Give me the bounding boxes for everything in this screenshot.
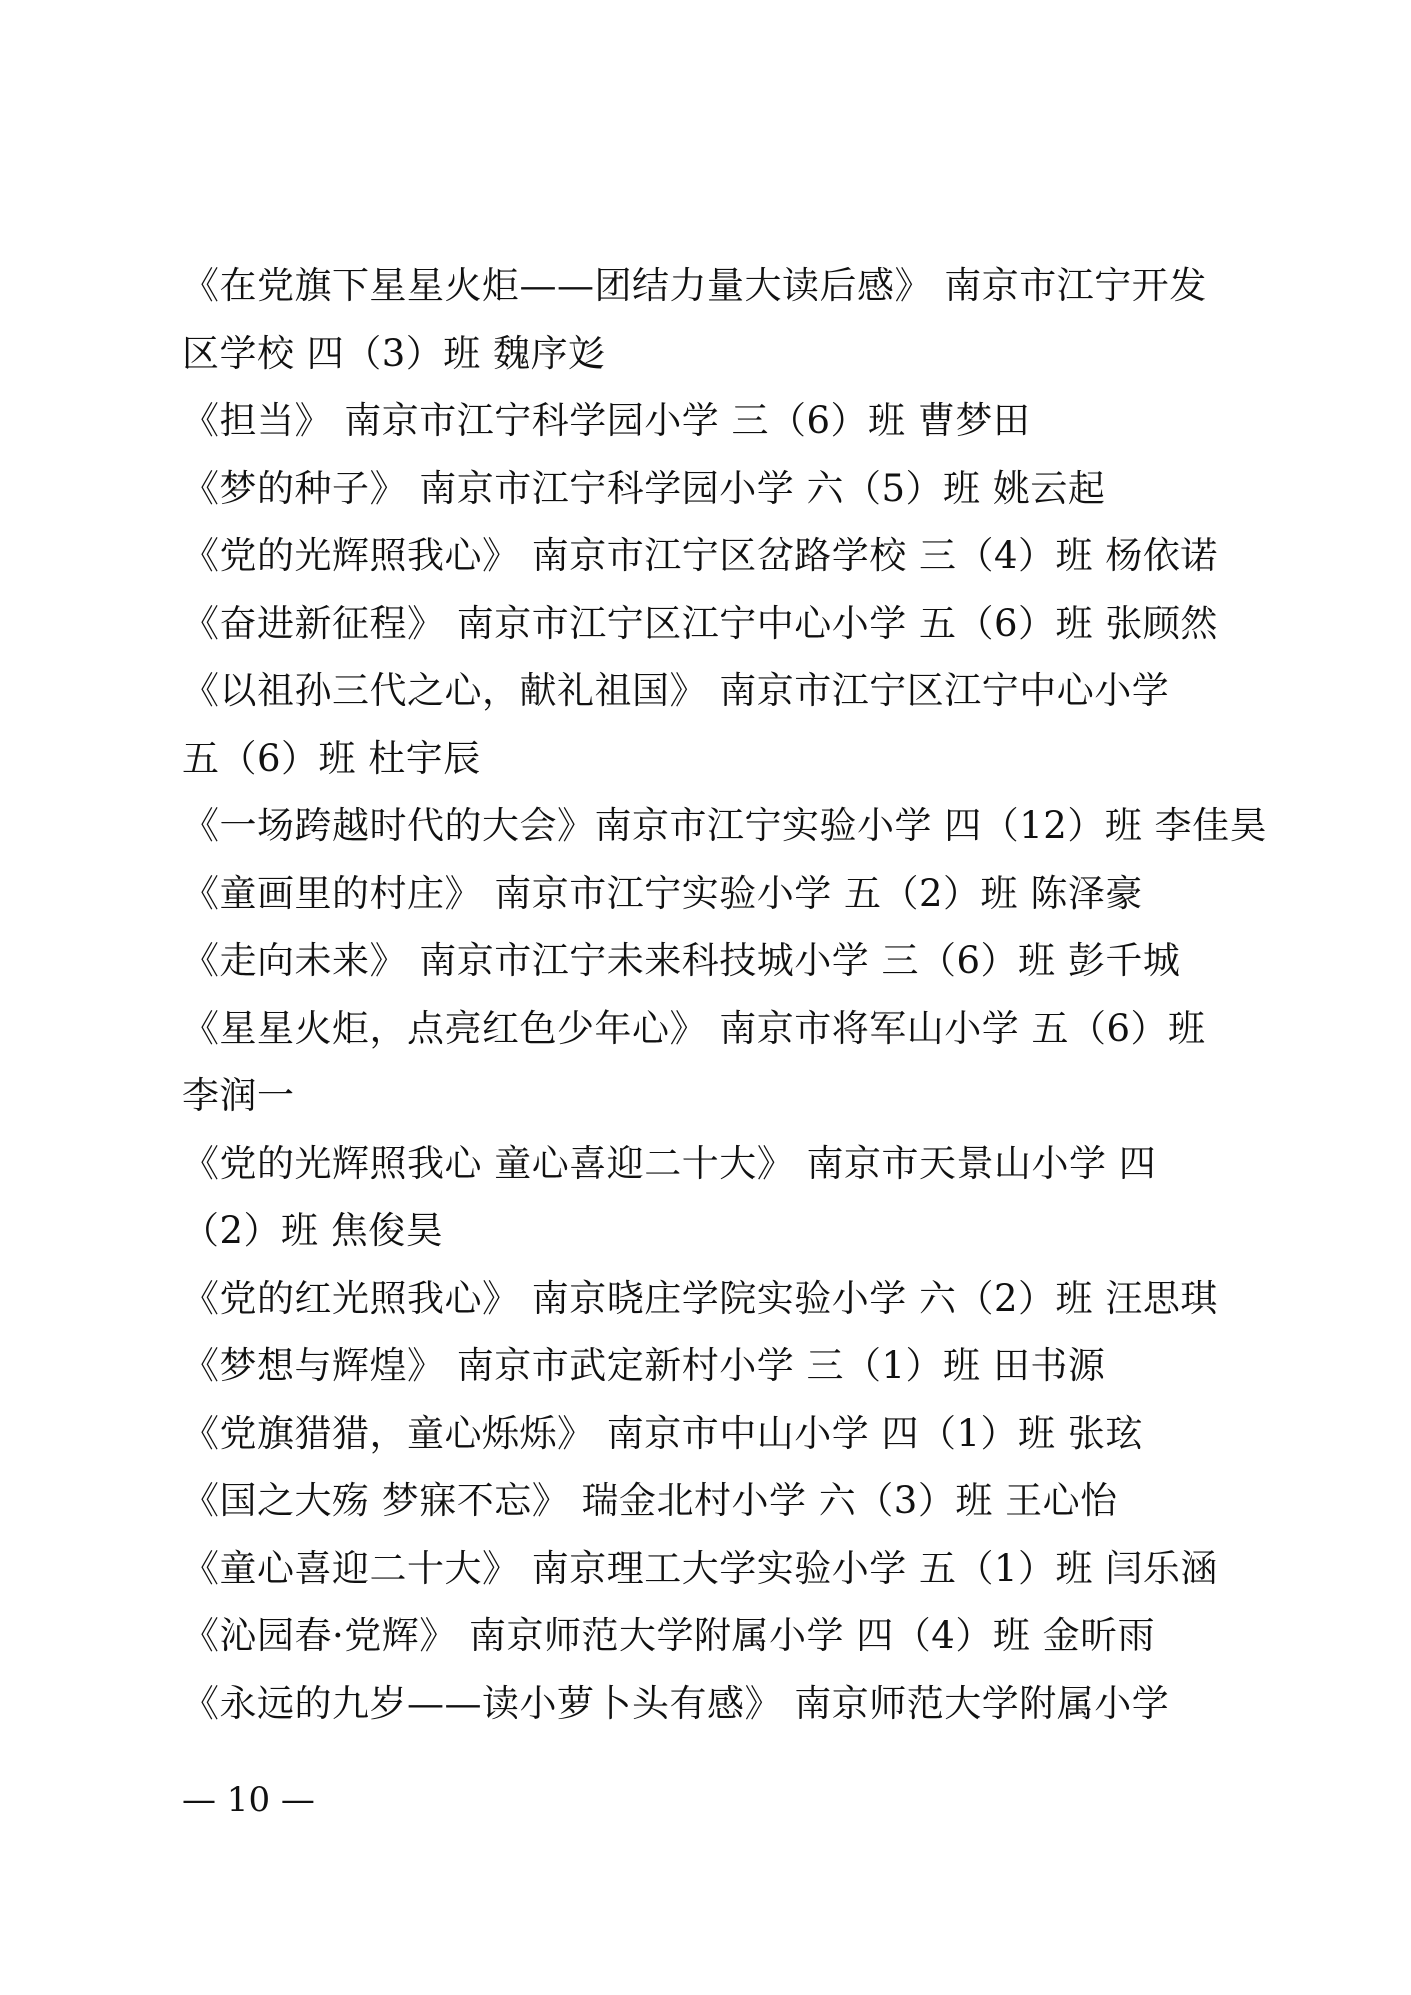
page-number: — 10 — [182,1780,315,1820]
list-line: 《梦想与辉煌》 南京市武定新村小学 三（1）班 田书源 [182,1344,1106,1387]
list-line: 《梦的种子》 南京市江宁科学园小学 六（5）班 姚云起 [182,466,1106,510]
list-line: 《一场跨越时代的大会》南京市江宁实验小学 四（12）班 李佳昊 [182,804,1268,847]
list-line: 《国之大殇 梦寐不忘》 瑞金北村小学 六（3）班 王心怡 [182,1479,1118,1522]
list-line: 《党旗猎猎，童心烁烁》 南京市中山小学 四（1）班 张玹 [182,1411,1143,1455]
list-line: 区学校 四（3）班 魏序彣 [182,331,606,375]
list-line: 《走向未来》 南京市江宁未来科技城小学 三（6）班 彭千城 [182,939,1181,982]
list-line: 李润一 [182,1074,295,1117]
list-line: 《党的光辉照我心 童心喜迎二十大》 南京市天景山小学 四 [182,1141,1157,1185]
list-line: （2）班 焦俊昊 [182,1209,444,1252]
list-line: 五（6）班 杜宇辰 [182,736,481,780]
list-line: 《奋进新征程》 南京市江宁区江宁中心小学 五（6）班 张顾然 [182,601,1218,645]
list-line: 《以祖孙三代之心，献礼祖国》 南京市江宁区江宁中心小学 [182,669,1170,712]
list-line: 《党的红光照我心》 南京晓庄学院实验小学 六（2）班 汪思琪 [182,1276,1218,1320]
list-line: 《沁园春·党辉》 南京师范大学附属小学 四（4）班 金昕雨 [182,1614,1156,1657]
list-line: 《童画里的村庄》 南京市江宁实验小学 五（2）班 陈泽豪 [182,871,1143,915]
list-line: 《星星火炬，点亮红色少年心》 南京市将军山小学 五（6）班 [182,1006,1206,1050]
list-line: 《永远的九岁——读小萝卜头有感》 南京师范大学附属小学 [182,1681,1170,1725]
list-line: 《担当》 南京市江宁科学园小学 三（6）班 曹梦田 [182,399,1031,442]
list-line: 《党的光辉照我心》 南京市江宁区岔路学校 三（4）班 杨依诺 [182,534,1218,577]
list-line: 《童心喜迎二十大》 南京理工大学实验小学 五（1）班 闫乐涵 [182,1546,1218,1590]
award-list [182,252,1268,1737]
list-line: 《在党旗下星星火炬——团结力量大读后感》 南京市江宁开发 [182,264,1207,307]
